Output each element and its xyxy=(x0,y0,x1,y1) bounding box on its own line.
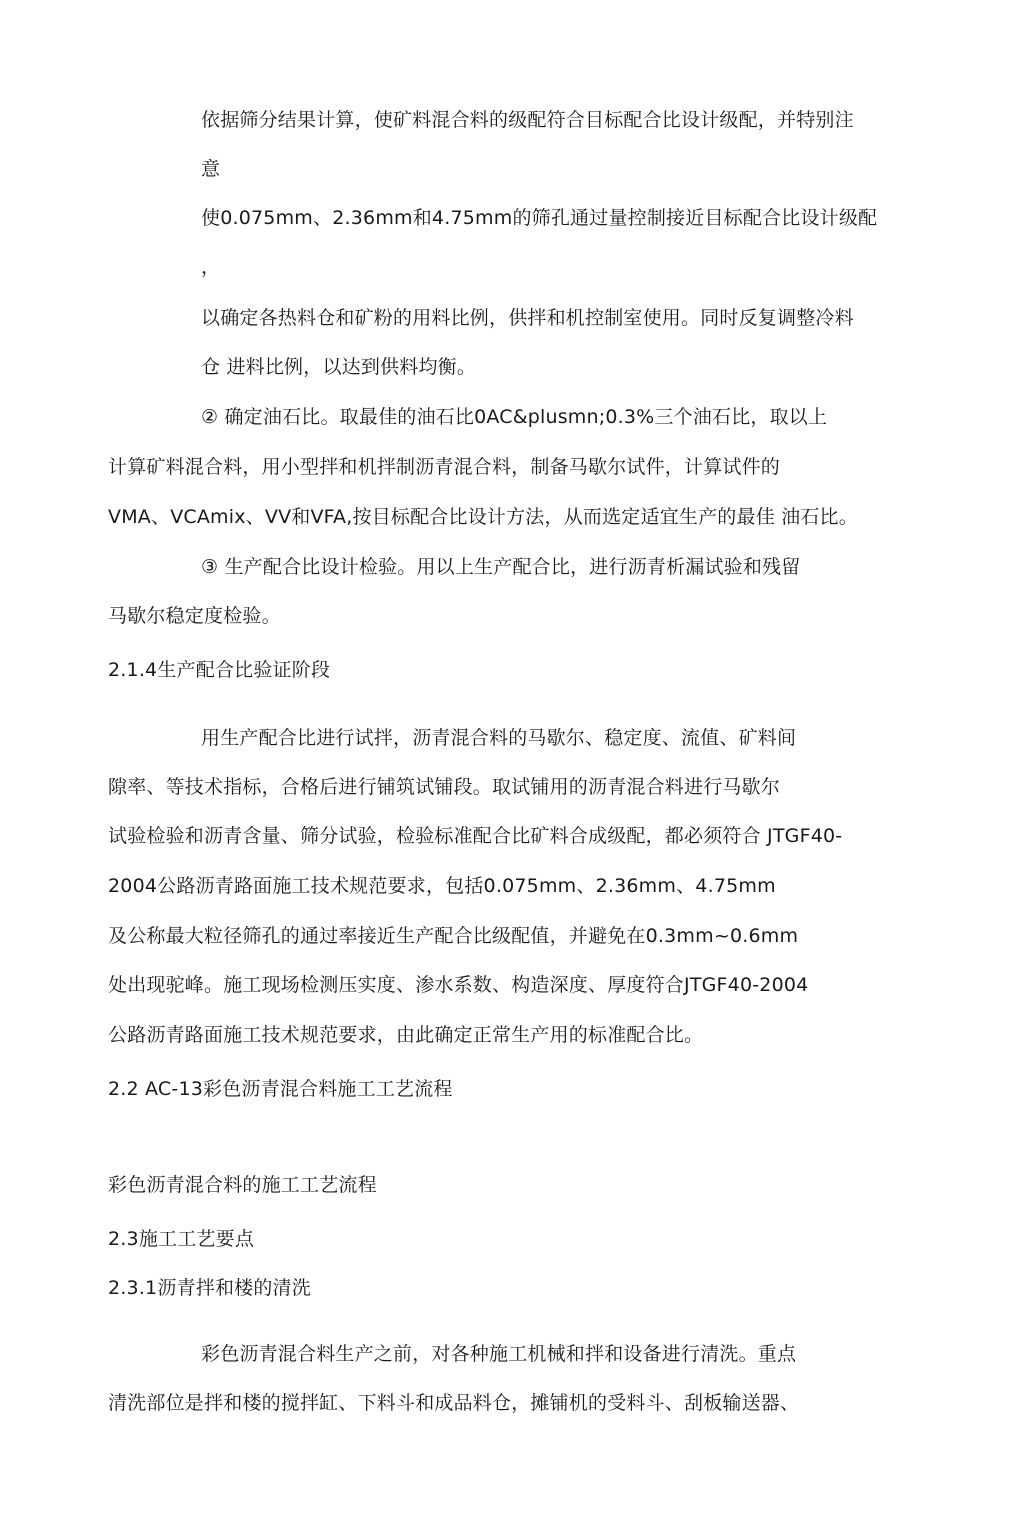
paragraph-line: ③ 生产配合比设计检验。用以上生产配合比，进行沥青析漏试验和残留 xyxy=(201,556,801,578)
paragraph-line: ， xyxy=(201,256,221,278)
paragraph-line: 公路沥青路面施工技术规范要求，由此确定正常生产用的标准配合比。 xyxy=(108,1024,704,1046)
section-heading: 2.1.4生产配合比验证阶段 xyxy=(108,659,331,681)
section-heading: 2.3施工工艺要点 xyxy=(108,1228,255,1250)
paragraph-line: 计算矿料混合料，用小型拌和机拌制沥青混合料，制备马歇尔试件，计算试件的 xyxy=(108,456,781,478)
paragraph-line: VMA、VCAmix、VV和VFA,按目标配合比设计方法，从而选定适宜生产的最佳 油石比。 xyxy=(108,506,858,528)
section-heading: 2.2 AC-13彩色沥青混合料施工工艺流程 xyxy=(108,1078,453,1100)
paragraph-line: 2004公路沥青路面施工技术规范要求，包括0.075mm、2.36mm、4.75mm xyxy=(108,875,776,897)
paragraph-line: 以确定各热料仓和矿粉的用料比例，供拌和机控制室使用。同时反复调整冷料 xyxy=(201,307,854,329)
paragraph-line: 使0.075mm、2.36mm和4.75mm的筛孔通过量控制接近目标配合比设计级配 xyxy=(201,207,878,229)
paragraph-line: ② 确定油石比。取最佳的油石比0AC&plusmn;0.3%三个油石比，取以上 xyxy=(201,406,828,428)
paragraph-line: 及公称最大粒径筛孔的通过率接近生产配合比级配值，并避免在0.3mm~0.6mm xyxy=(108,925,799,947)
subsection-heading: 2.3.1沥青拌和楼的清洗 xyxy=(108,1277,311,1299)
paragraph-line: 用生产配合比进行试拌，沥青混合料的马歇尔、稳定度、流值、矿料间 xyxy=(201,727,797,749)
paragraph-line: 仓 进料比例，以达到供料均衡。 xyxy=(201,356,477,378)
paragraph-line: 清洗部位是拌和楼的搅拌缸、下料斗和成品料仓，摊铺机的受料斗、刮板输送器、 xyxy=(108,1392,800,1414)
paragraph-line: 彩色沥青混合料的施工工艺流程 xyxy=(108,1174,377,1196)
paragraph-line: 马歇尔稳定度检验。 xyxy=(108,605,281,627)
paragraph-line: 意 xyxy=(201,158,221,180)
paragraph-line: 试验检验和沥青含量、筛分试验，检验标准配合比矿料合成级配，都必须符合 JTGF40- xyxy=(108,825,843,847)
paragraph-line: 隙率、等技术指标，合格后进行铺筑试铺段。取试铺用的沥青混合料进行马歇尔 xyxy=(108,776,781,798)
paragraph-line: 处出现驼峰。施工现场检测压实度、渗水系数、构造深度、厚度符合JTGF40-2004 xyxy=(108,974,809,996)
paragraph-line: 彩色沥青混合料生产之前，对各种施工机械和拌和设备进行清洗。重点 xyxy=(201,1343,797,1365)
paragraph-line: 依据筛分结果计算，使矿料混合料的级配符合目标配合比设计级配，并特别注 xyxy=(201,109,854,131)
